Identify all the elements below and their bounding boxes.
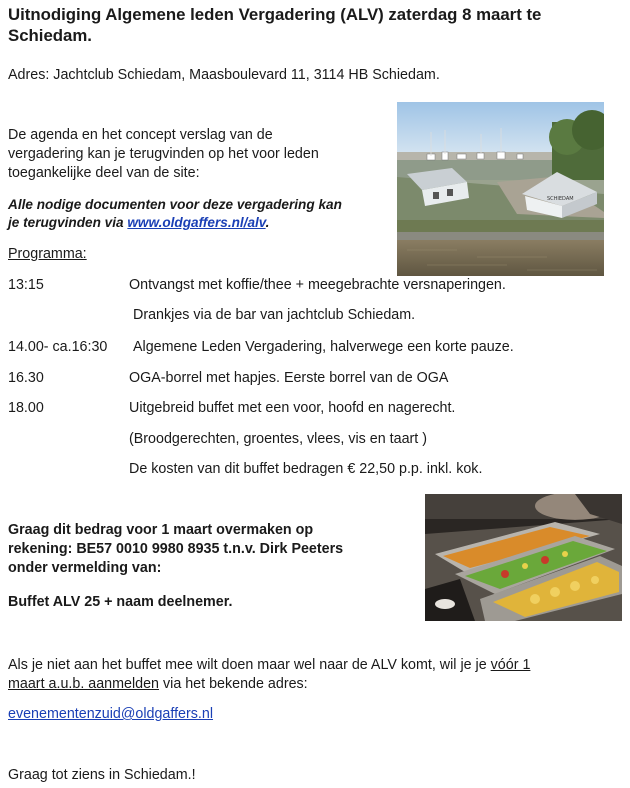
program-desc: De kosten van dit buffet bedragen € 22,50 p.p. inkl. kok. — [129, 461, 483, 477]
programma-heading: Programma: — [8, 246, 87, 262]
intro-paragraph — [8, 126, 388, 183]
registration-paragraph — [8, 656, 623, 694]
documents-line-suffix: . — [265, 215, 270, 230]
documents-line-prefix: je terugvinden via — [8, 215, 128, 230]
documents-paragraph — [8, 196, 393, 232]
documents-line: Alle nodige documenten voor deze vergadering kan — [8, 197, 342, 212]
payment-line: onder vermelding van: — [8, 560, 162, 576]
jachtclub-photo-graphic — [397, 102, 604, 276]
email-link[interactable] — [8, 705, 213, 724]
program-time: 18.00 — [8, 400, 44, 416]
payment-line: Graag dit bedrag voor 1 maart overmaken op — [8, 522, 314, 538]
registration-text: Als je niet aan het buffet mee wilt doen maar wel naar de ALV komt, wil je je — [8, 657, 491, 673]
photo-sign-text: SCHIEDAM — [547, 196, 574, 202]
jachtclub-photo — [397, 102, 604, 276]
payment-line: rekening: BE57 0010 9980 8935 t.n.v. Dirk Peeters — [8, 541, 344, 557]
registration-deadline: vóór 1 — [490, 657, 531, 673]
program-desc: Uitgebreid buffet met een voor, hoofd en nagerecht. — [129, 400, 456, 416]
registration-text: via het bekende adres: — [159, 676, 308, 692]
registration-deadline: maart a.u.b. aanmelden — [8, 676, 160, 692]
program-time: 14.00- ca.16:30 — [8, 339, 108, 355]
intro-line: toegankelijke deel van de site: — [8, 165, 200, 181]
page-title: Uitnodiging Algemene leden Vergadering (ALV) zaterdag 8 maart te Schiedam. — [8, 5, 542, 45]
program-time: 16.30 — [8, 370, 44, 386]
payment-paragraph — [8, 521, 413, 578]
intro-line: vergadering kan je terugvinden op het voor leden — [8, 146, 319, 162]
alv-link[interactable]: www.oldgaffers.nl/alv — [127, 215, 266, 230]
email-link-text[interactable]: evenementenzuid@oldgaffers.nl — [8, 706, 214, 722]
intro-line: De agenda en het concept verslag van de — [8, 127, 273, 143]
program-desc: (Broodgerechten, groentes, vlees, vis en taart ) — [129, 431, 428, 447]
program-desc: Drankjes via de bar van jachtclub Schiedam. — [133, 307, 416, 323]
buffet-photo-graphic — [425, 494, 622, 621]
buffet-photo — [425, 494, 622, 621]
program-time: 13:15 — [8, 277, 44, 293]
closing-text: Graag tot ziens in Schiedam.! — [8, 767, 196, 783]
payment-reference: Buffet ALV 25 + naam deelnemer. — [8, 594, 233, 610]
program-desc: Ontvangst met koffie/thee + meegebrachte versnaperingen. — [129, 277, 506, 293]
address-text: Adres: Jachtclub Schiedam, Maasboulevard 11, 3114 HB Schiedam. — [8, 67, 440, 83]
program-desc: Algemene Leden Vergadering, halverwege een korte pauze. — [133, 339, 514, 355]
program-desc: OGA-borrel met hapjes. Eerste borrel van de OGA — [129, 370, 449, 386]
